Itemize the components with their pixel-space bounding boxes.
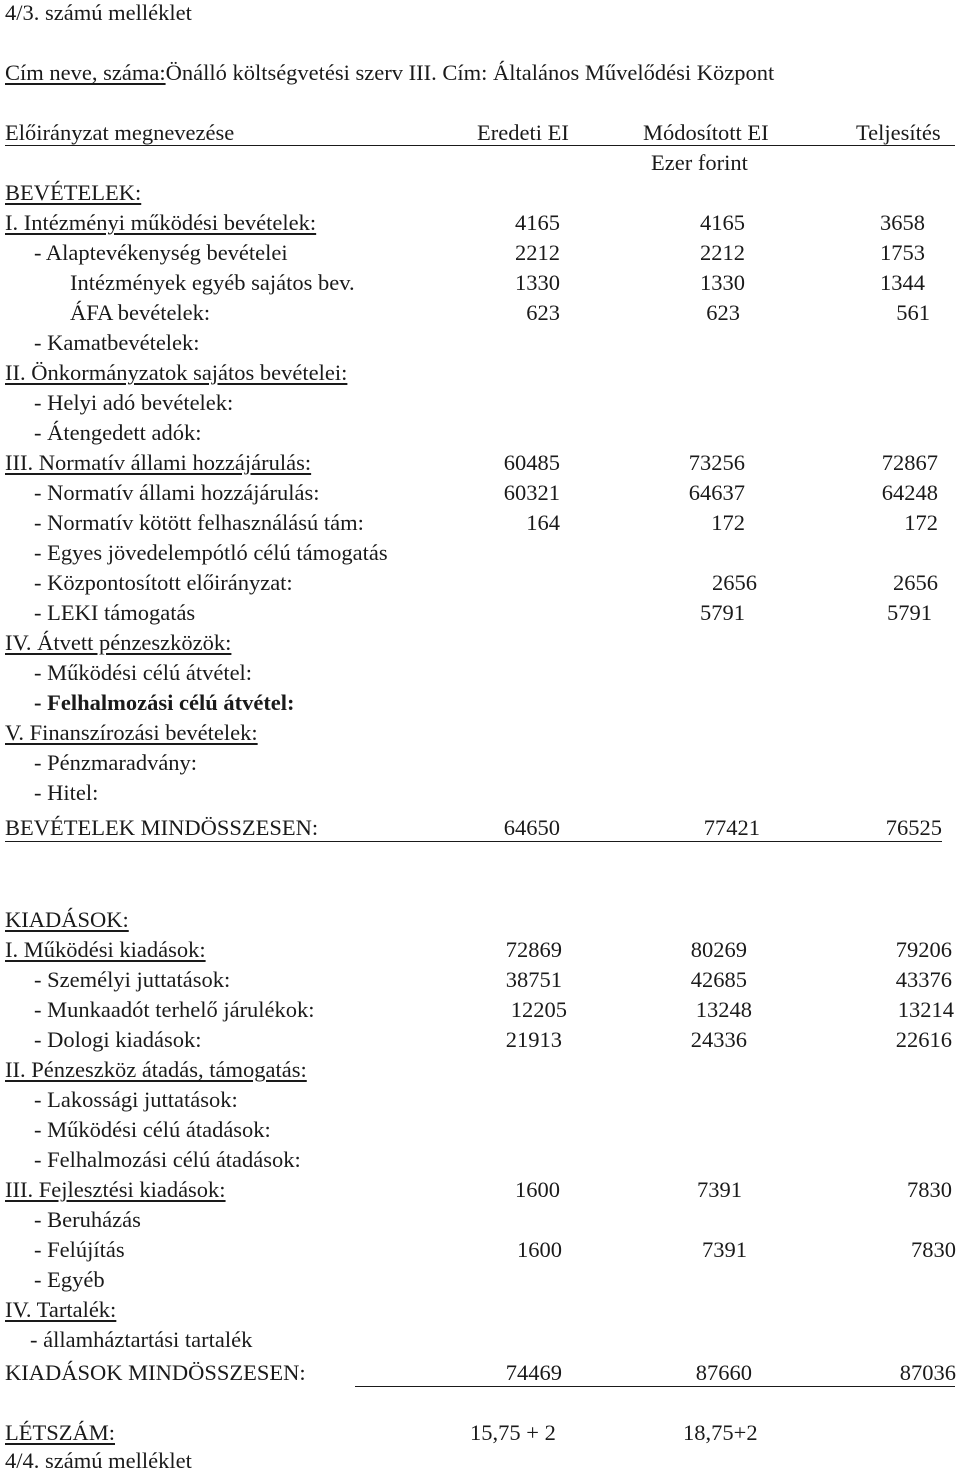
header-rule: [5, 145, 955, 146]
revenue-value-modified: 73256: [688, 450, 745, 475]
revenue-value-fulfilled: 2656: [893, 570, 938, 595]
revenue-value-fulfilled: 3658: [880, 210, 925, 235]
expenditure-row-label: - Dologi kiadások:: [34, 1027, 202, 1052]
revenue-value-fulfilled: 1344: [880, 270, 925, 295]
revenue-value-fulfilled: 72867: [881, 450, 938, 475]
revenue-value-modified: 1330: [700, 270, 745, 295]
expenditure-value-original: 21913: [505, 1027, 562, 1052]
revenue-value-original: 1330: [515, 270, 560, 295]
expenditure-row-label: - államháztartási tartalék: [30, 1327, 253, 1352]
revenue-row-label: II. Önkormányzatok sajátos bevételei:: [5, 360, 348, 385]
expenditure-value-modified: 80269: [690, 937, 747, 962]
revenue-row-label: - Felhalmozási célú átvétel:: [34, 690, 295, 715]
expenditure-value-original: 72869: [505, 937, 562, 962]
revenue-row-label: IV. Átvett pénzeszközök:: [5, 630, 232, 655]
expenditure-total-original: 74469: [505, 1360, 562, 1385]
revenue-row-label: - Működési célú átvétel:: [34, 660, 253, 685]
revenue-row-label: - Hitel:: [34, 780, 99, 805]
expenditure-row-label: - Munkaadót terhelő járulékok:: [34, 997, 315, 1022]
expenditure-value-fulfilled: 79206: [895, 937, 952, 962]
revenue-value-fulfilled: 172: [904, 510, 938, 535]
revenue-value-modified: 64637: [688, 480, 745, 505]
revenue-total-fulfilled: 76525: [885, 815, 942, 840]
revenue-value-modified: 623: [706, 300, 740, 325]
revenue-row-label: ÁFA bevételek:: [70, 300, 211, 325]
revenue-total-label: BEVÉTELEK MINDÖSSZESEN:: [5, 815, 319, 840]
expenditure-row-label: - Felújítás: [34, 1237, 125, 1262]
expenditure-heading: KIADÁSOK:: [5, 907, 129, 932]
revenue-value-modified: 2656: [712, 570, 757, 595]
expenditure-row-label: - Lakossági juttatások:: [34, 1087, 238, 1112]
revenue-total-rule: [5, 841, 942, 842]
revenue-value-original: 164: [526, 510, 560, 535]
revenue-value-original: 60321: [503, 480, 560, 505]
revenue-value-fulfilled: 5791: [887, 600, 932, 625]
expenditure-row-label: - Felhalmozási célú átadások:: [34, 1147, 301, 1172]
annex-title-top: 4/3. számú melléklet: [5, 0, 192, 25]
revenue-row-label: I. Intézményi működési bevételek:: [5, 210, 317, 235]
expenditure-row-label: - Egyéb: [34, 1267, 105, 1292]
column-header-modified: Módosított EI: [643, 120, 769, 145]
revenue-value-original: 623: [526, 300, 560, 325]
revenue-value-modified: 2212: [700, 240, 745, 265]
annex-title-bottom: 4/4. számú melléklet: [5, 1448, 192, 1473]
expenditure-value-original: 38751: [505, 967, 562, 992]
revenue-row-label: - Központosított előirányzat:: [34, 570, 293, 595]
column-header-fulfilled: Teljesítés: [856, 120, 941, 145]
expenditure-value-modified: 7391: [697, 1177, 742, 1202]
revenue-row-label: - Kamatbevételek:: [34, 330, 200, 355]
revenue-value-original: 2212: [515, 240, 560, 265]
revenue-row-label: V. Finanszírozási bevételek:: [5, 720, 258, 745]
expenditure-value-original: 1600: [517, 1237, 562, 1262]
expenditure-row-label: - Személyi juttatások:: [34, 967, 231, 992]
revenue-value-modified: 5791: [700, 600, 745, 625]
expenditure-value-modified: 7391: [702, 1237, 747, 1262]
revenue-value-original: 4165: [515, 210, 560, 235]
staff-label: LÉTSZÁM:: [5, 1420, 115, 1445]
expenditure-total-rule: [355, 1386, 955, 1387]
revenue-row-label: - Egyes jövedelempótló célú támogatás: [34, 540, 388, 565]
expenditure-value-fulfilled: 7830: [907, 1177, 952, 1202]
staff-value-modified: 18,75+2: [683, 1420, 758, 1445]
expenditure-row-label: IV. Tartalék:: [5, 1297, 117, 1322]
expenditure-row-label: - Működési célú átadások:: [34, 1117, 271, 1142]
cim-label: Cím neve, száma:: [5, 60, 166, 85]
expenditure-row-label: III. Fejlesztési kiadások:: [5, 1177, 226, 1202]
expenditure-value-fulfilled: 7830: [911, 1237, 956, 1262]
revenue-row-label: Intézmények egyéb sajátos bev.: [70, 270, 355, 295]
expenditure-value-original: 12205: [510, 997, 567, 1022]
expenditure-value-fulfilled: 13214: [897, 997, 954, 1022]
expenditure-value-modified: 24336: [690, 1027, 747, 1052]
expenditure-row-label: - Beruházás: [34, 1207, 141, 1232]
revenue-total-modified: 77421: [703, 815, 760, 840]
expenditure-row-label: I. Működési kiadások:: [5, 937, 206, 962]
revenue-value-modified: 172: [711, 510, 745, 535]
expenditure-value-modified: 13248: [695, 997, 752, 1022]
revenue-row-label: - Alaptevékenység bevételei: [34, 240, 288, 265]
revenue-value-modified: 4165: [700, 210, 745, 235]
column-header-name: Előirányzat megnevezése: [5, 120, 235, 145]
revenue-value-fulfilled: 1753: [880, 240, 925, 265]
expenditure-value-original: 1600: [515, 1177, 560, 1202]
revenue-value-fulfilled: 561: [896, 300, 930, 325]
revenue-row-label: III. Normatív állami hozzájárulás:: [5, 450, 312, 475]
expenditure-total-label: KIADÁSOK MINDÖSSZESEN:: [5, 1360, 306, 1385]
revenue-heading: BEVÉTELEK:: [5, 180, 142, 205]
expenditure-value-fulfilled: 43376: [895, 967, 952, 992]
revenue-row-label: - Normatív állami hozzájárulás:: [34, 480, 320, 505]
revenue-value-fulfilled: 64248: [881, 480, 938, 505]
revenue-row-label: - Helyi adó bevételek:: [34, 390, 234, 415]
revenue-row-label: - Normatív kötött felhasználású tám:: [34, 510, 364, 535]
revenue-total-original: 64650: [503, 815, 560, 840]
staff-value-original: 15,75 + 2: [470, 1420, 556, 1445]
revenue-row-label: - Pénzmaradvány:: [34, 750, 198, 775]
expenditure-value-modified: 42685: [690, 967, 747, 992]
revenue-value-original: 60485: [503, 450, 560, 475]
unit-label: Ezer forint: [651, 150, 748, 175]
cim-line: [5, 60, 774, 86]
revenue-row-label: - LEKI támogatás: [34, 600, 196, 625]
expenditure-total-fulfilled: 87036: [899, 1360, 956, 1385]
column-header-original: Eredeti EI: [477, 120, 569, 145]
expenditure-total-modified: 87660: [695, 1360, 752, 1385]
cim-value: Önálló költségvetési szerv III. Cím: Általános Művelődési Központ: [165, 60, 775, 85]
expenditure-row-label: II. Pénzeszköz átadás, támogatás:: [5, 1057, 307, 1082]
expenditure-value-fulfilled: 22616: [895, 1027, 952, 1052]
revenue-row-label: - Átengedett adók:: [34, 420, 202, 445]
